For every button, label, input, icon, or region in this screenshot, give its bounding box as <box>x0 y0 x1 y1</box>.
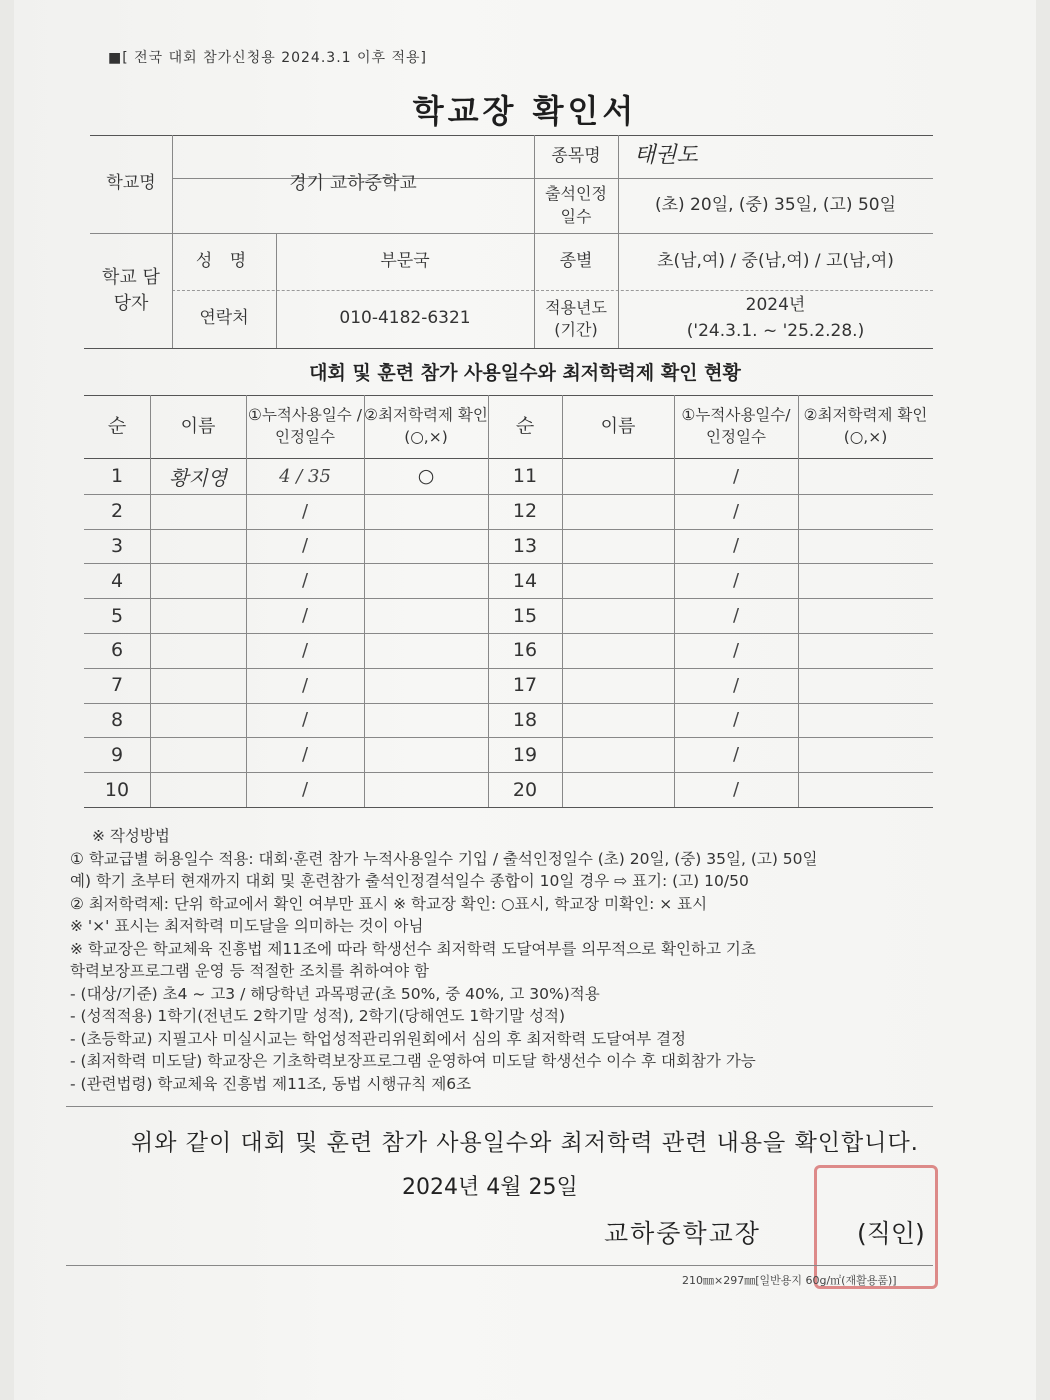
days-used: / <box>732 639 740 661</box>
student-name <box>150 703 246 738</box>
school-value: 경기 교하중학교 <box>289 173 417 195</box>
note-line: 학력보장프로그램 운영 등 적절한 조치를 취하여야 함 <box>70 962 429 980</box>
divider <box>66 1106 933 1107</box>
seal-label: (직인) <box>857 1219 925 1248</box>
header-name: 이름 <box>600 415 636 437</box>
days-used: / <box>301 535 309 557</box>
note-line: ※ 학교장은 학교체육 진흥법 제11조에 따라 학생선수 최저학력 도달여부를 의무적으로 확인하고 기초 <box>70 939 756 958</box>
row-number: 13 <box>512 534 538 557</box>
name-label: 성 명 <box>195 250 253 271</box>
student-name <box>150 737 246 772</box>
row-number: 8 <box>110 708 124 731</box>
school-label: 학교명 <box>106 173 156 194</box>
row-number: 20 <box>512 778 538 801</box>
student-name <box>562 668 674 703</box>
column-divider <box>674 395 675 807</box>
row-number: 9 <box>110 743 124 766</box>
days-used: / <box>301 570 309 592</box>
note-line: ② 최저학력제: 단위 학교에서 확인 여부만 표시 ※ 학교장 확인: ○표시, 학교장 미확인: × 표시 <box>70 894 708 913</box>
days-used: / <box>301 744 309 766</box>
academic-check <box>364 563 488 598</box>
notes-heading: ※ 작성방법 <box>92 827 170 845</box>
row-number: 5 <box>110 604 124 627</box>
manager-label: 학교 담당자 <box>102 267 160 314</box>
student-name <box>150 633 246 668</box>
category-value: 초(남,여) / 중(남,여) / 고(남,여) <box>657 250 894 271</box>
days-used: / <box>301 779 309 801</box>
academic-check <box>798 459 933 494</box>
days-used: / <box>732 674 740 696</box>
row-number: 7 <box>110 674 124 697</box>
academic-check <box>364 668 488 703</box>
academic-check <box>798 668 933 703</box>
column-divider <box>562 395 563 807</box>
days-used: / <box>732 779 740 801</box>
academic-check <box>798 563 933 598</box>
student-name <box>562 598 674 633</box>
student-name <box>562 494 674 529</box>
student-name <box>562 772 674 807</box>
academic-check <box>364 598 488 633</box>
document-page <box>14 0 1036 1400</box>
academic-check <box>798 772 933 807</box>
contact-value: 010-4182-6321 <box>339 308 471 329</box>
name-value: 부문국 <box>380 250 430 271</box>
signature-date: 2024년 4월 25일 <box>402 1175 578 1200</box>
row-number: 12 <box>512 500 538 523</box>
footer-divider <box>66 1265 933 1266</box>
note-line: - (관련법령) 학교체육 진흥법 제11조, 동법 시행규칙 제6조 <box>70 1074 472 1093</box>
row-number: 18 <box>512 708 538 731</box>
sport-label: 종목명 <box>551 145 601 166</box>
note-line: ① 학교급별 허용일수 적용: 대회·훈련 참가 누적사용일수 기입 / 출석인정일수 (초) 20일, (중) 35일, (고) 50일 <box>70 849 818 868</box>
table-subtitle: 대회 및 훈련 참가 사용일수와 최저학력제 확인 현황 <box>309 362 741 384</box>
header-no: 순 <box>107 415 127 438</box>
note-line: - (성적적용) 1학기(전년도 2학기말 성적), 2학기(당해연도 1학기말 성적) <box>70 1007 566 1025</box>
row-number: 3 <box>110 534 124 557</box>
academic-check <box>364 529 488 564</box>
row-number: 2 <box>110 500 124 523</box>
header-name: 이름 <box>180 415 216 437</box>
days-used: / <box>732 500 740 522</box>
header-check: ②최저학력제 확인(○,×) <box>364 405 488 446</box>
academic-check <box>798 598 933 633</box>
period-value: ('24.3.1. ~ '25.2.28.) <box>686 321 865 342</box>
attendance-value: (초) 20일, (중) 35일, (고) 50일 <box>654 194 897 215</box>
note-line: ※ '×' 표시는 최저학력 미도달을 의미하는 것이 아님 <box>70 917 424 935</box>
year-value: 2024년 <box>745 295 806 316</box>
student-name <box>562 459 674 494</box>
academic-check <box>364 494 488 529</box>
academic-check <box>798 737 933 772</box>
academic-check <box>798 703 933 738</box>
student-name <box>562 633 674 668</box>
student-name <box>562 529 674 564</box>
academic-check <box>364 703 488 738</box>
days-used: / <box>301 605 309 627</box>
header-days: ①누적사용일수/ 인정일수 <box>681 405 791 446</box>
header-check: ②최저학력제 확인(○,×) <box>803 405 928 446</box>
row-number: 17 <box>512 674 538 697</box>
contact-label: 연락처 <box>199 308 249 329</box>
days-used: / <box>301 639 309 661</box>
days-used: / <box>732 605 740 627</box>
note-line: - (최저학력 미도달) 학교장은 기초학력보장프로그램 운영하여 미도달 학생선수 이수 후 대회참가 가능 <box>70 1052 756 1070</box>
column-divider <box>246 395 247 807</box>
student-name <box>150 772 246 807</box>
note-line: - (대상/기준) 초4 ~ 고3 / 해당학년 과목평균(초 50%, 중 40%, 고 30%)적용 <box>70 984 600 1003</box>
days-used: / <box>732 570 740 592</box>
days-used: / <box>301 709 309 731</box>
days-used: / <box>732 465 740 487</box>
student-name <box>562 737 674 772</box>
student-name <box>562 703 674 738</box>
student-name <box>150 563 246 598</box>
student-name <box>150 668 246 703</box>
column-divider <box>150 395 151 807</box>
row-number: 6 <box>110 639 124 662</box>
student-name <box>150 529 246 564</box>
days-used: 4 / 35 <box>279 465 331 487</box>
column-divider <box>488 395 489 807</box>
row-number: 15 <box>512 604 538 627</box>
attendance-label: 출석인정 일수 <box>545 184 607 226</box>
year-label: 적용년도 (기간) <box>545 297 607 339</box>
academic-check <box>364 772 488 807</box>
writing-instructions <box>70 825 970 1095</box>
days-used: / <box>732 744 740 766</box>
student-name <box>562 563 674 598</box>
row-number: 19 <box>512 743 538 766</box>
sport-value: 태권도 <box>634 143 698 169</box>
info-bottom-border <box>84 348 933 349</box>
header-no: 순 <box>515 415 535 438</box>
header-days: ①누적사용일수 /인정일수 <box>248 405 362 446</box>
column-divider <box>364 395 365 807</box>
academic-check: ○ <box>417 465 435 488</box>
days-used: / <box>301 500 309 522</box>
paper-spec: 210㎜×297㎜[일반용지 60g/㎡(재활용품)] <box>682 1274 897 1287</box>
row-number: 11 <box>512 465 538 488</box>
row-number: 4 <box>110 569 124 592</box>
academic-check <box>798 494 933 529</box>
days-used: / <box>732 535 740 557</box>
student-name <box>150 494 246 529</box>
category-label: 종별 <box>559 250 593 271</box>
confirmation-text: 위와 같이 대회 및 훈련 참가 사용일수와 최저학력 관련 내용을 확인합니다. <box>131 1130 919 1156</box>
form-note: ■[ 전국 대회 참가신청용 2024.3.1 이후 적용] <box>108 50 428 66</box>
days-used: / <box>301 674 309 696</box>
row-number: 10 <box>104 778 130 801</box>
row-divider <box>84 807 933 808</box>
note-line: - (초등학교) 지필고사 미실시교는 학업성적관리위원회에서 심의 후 최저학력 도달여부 결정 <box>70 1029 687 1048</box>
note-line: 예) 학기 초부터 현재까지 대회 및 훈련참가 출석인정결석일수 종합이 10일 경우 ⇨ 표기: (고) 10/50 <box>70 872 749 890</box>
row-number: 1 <box>110 465 124 488</box>
student-name <box>150 598 246 633</box>
student-name: 황지영 <box>169 465 227 490</box>
academic-check <box>364 737 488 772</box>
principal-name: 교하중학교장 <box>604 1219 761 1248</box>
column-divider <box>798 395 799 807</box>
academic-check <box>798 529 933 564</box>
row-number: 14 <box>512 569 538 592</box>
days-used: / <box>732 709 740 731</box>
row-number: 16 <box>512 639 538 662</box>
academic-check <box>798 633 933 668</box>
academic-check <box>364 633 488 668</box>
page-title: 학교장 확인서 <box>412 92 638 130</box>
